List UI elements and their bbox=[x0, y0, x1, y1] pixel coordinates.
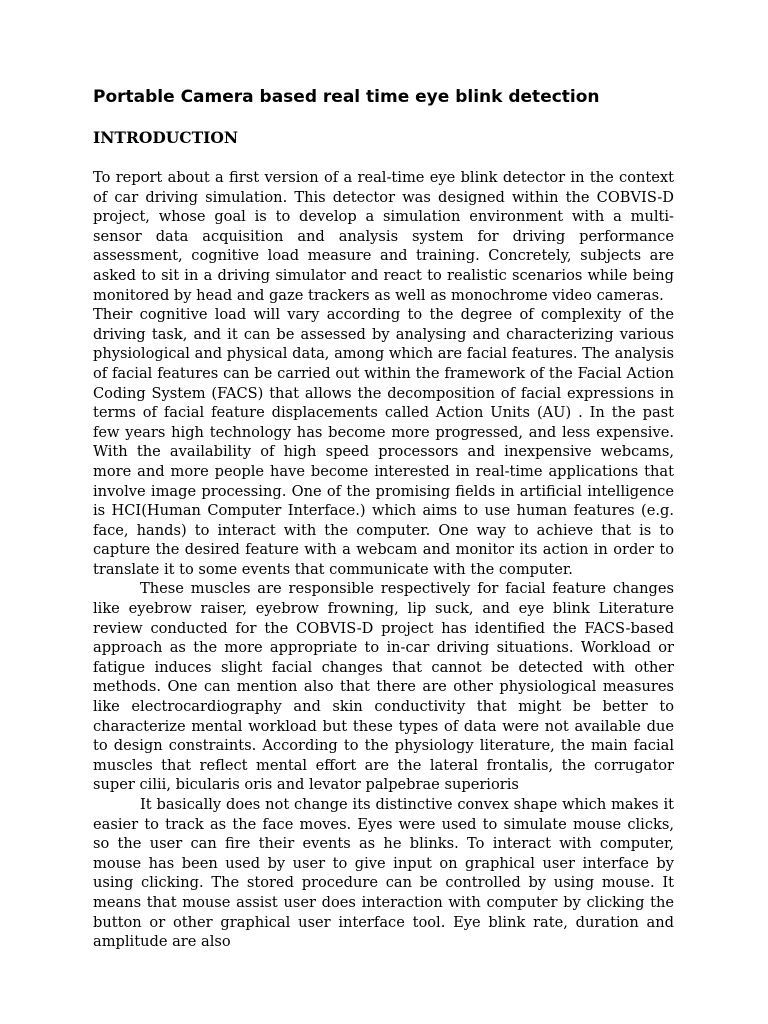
document-page bbox=[93, 86, 674, 952]
document-title: Portable Camera based real time eye blink detection bbox=[93, 87, 600, 107]
paragraph-3: These muscles are responsible respectively for facial feature changes like eyebrow raiser, eyebrow frowning, lip suck, and eye blink Literature review conducted for the COBVIS-D project has identified the FACS-based approach as the more appropriate to in-car driving situations. Workload or fatigue induces slight facial changes that cannot be detected with other methods. One can mention also that there are other physiological measures like electrocardiography and skin conductivity that might be better to characterize mental workload but these types of data were not available due to design constraints. According to the physiology literature, the main facial muscles that reflect mental effort are the lateral frontalis, the corrugator super cilii, bicularis oris and levator palpebrae superioris bbox=[93, 580, 674, 794]
paragraph-4: It basically does not change its distinctive convex shape which makes it easier to track as the face moves. Eyes were used to simulate mouse clicks, so the user can fire their events as he blinks. To interact with computer, mouse has been used by user to give input on graphical user interface by using clicking. The stored procedure can be controlled by using mouse. It means that mouse assist user does interaction with computer by clicking the button or other graphical user interface tool. Eye blink rate, duration and amplitude are also bbox=[93, 796, 674, 951]
section-heading-introduction: INTRODUCTION bbox=[93, 128, 239, 147]
paragraph-2: Their cognitive load will vary according to the degree of complexity of the driving task, and it can be assessed by analysing and characterizing various physiological and physical data, among which are facial features. The analysis of facial features can be carried out within the framework of the Facial Action Coding System (FACS) that allows the decomposition of facial expressions in terms of facial feature displacements called Action Units (AU) . In the past few years high technology has become more progressed, and less expensive. With the availability of high speed processors and inexpensive webcams, more and more people have become interested in real-time applications that involve image processing. One of the promising fields in artificial intelligence is HCI(Human Computer Interface.) which aims to use human features (e.g. face, hands) to interact with the computer. One way to achieve that is to capture the desired feature with a webcam and monitor its action in order to translate it to some events that communicate with the computer. bbox=[93, 306, 674, 578]
paragraph-1: To report about a first version of a real-time eye blink detector in the context of car driving simulation. This detector was designed within the COBVIS-D project, whose goal is to develop a simulation environment with a multi-sensor data acquisition and analysis system for driving performance assessment, cognitive load measure and training. Concretely, subjects are asked to sit in a driving simulator and react to realistic scenarios while being monitored by head and gaze trackers as well as monochrome video cameras. bbox=[93, 169, 674, 304]
